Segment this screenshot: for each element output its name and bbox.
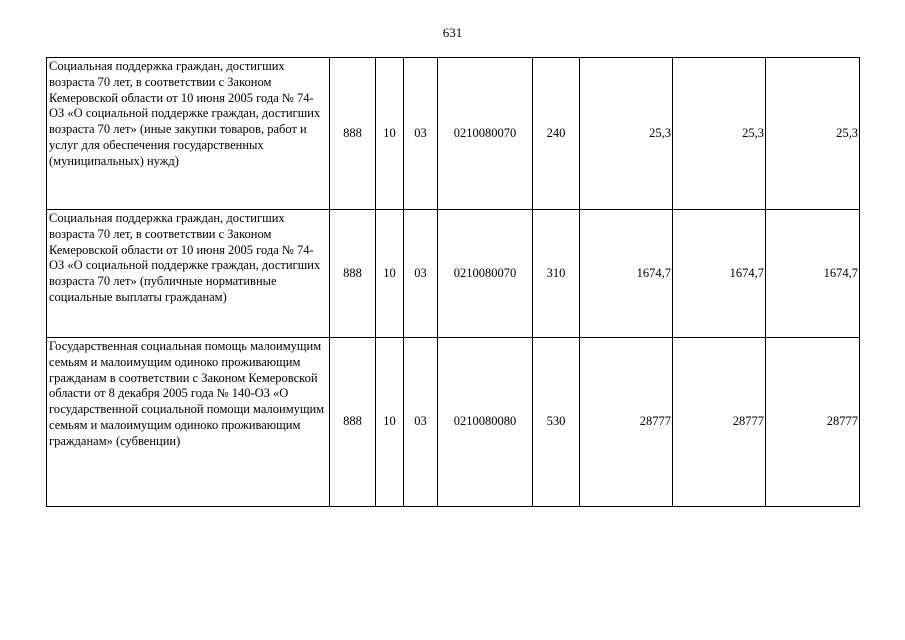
ministry-code-cell: 888 (330, 338, 376, 507)
target-article-cell: 0210080070 (438, 210, 533, 338)
section-cell: 10 (376, 58, 404, 210)
row-description: Государственная социальная помощь малоимущим семьям и малоимущим одиноко проживающим гражданам в соответствии с Законом Кемеровской области от 8 декабря 2005 года № 140-ОЗ «О государственной социальной помощи малоимущим семьям и малоимущим одиноко проживающим гражданам» (субвенции) (47, 338, 330, 507)
section-cell: 10 (376, 338, 404, 507)
budget-table (46, 57, 860, 507)
subsection-cell: 03 (404, 338, 438, 507)
ministry-code-cell: 888 (330, 210, 376, 338)
table-row (47, 210, 860, 338)
amount-1-cell: 28777 (580, 338, 673, 507)
amount-2-cell: 25,3 (673, 58, 766, 210)
ministry-code-cell: 888 (330, 58, 376, 210)
amount-2-cell: 1674,7 (673, 210, 766, 338)
amount-1-cell: 1674,7 (580, 210, 673, 338)
table-row (47, 58, 860, 210)
amount-3-cell: 28777 (766, 338, 860, 507)
amount-1-cell: 25,3 (580, 58, 673, 210)
expense-type-cell: 530 (533, 338, 580, 507)
amount-3-cell: 25,3 (766, 58, 860, 210)
expense-type-cell: 310 (533, 210, 580, 338)
page-number: 631 (442, 25, 463, 40)
subsection-cell: 03 (404, 210, 438, 338)
amount-2-cell: 28777 (673, 338, 766, 507)
row-description: Социальная поддержка граждан, достигших возраста 70 лет, в соответствии с Законом Кемеровской области от 10 июня 2005 года № 74-ОЗ «О социальной поддержке граждан, достигших возраста 70 лет» (иные закупки товаров, работ и услуг для обеспечения государственных (муниципальных) нужд) (47, 58, 330, 210)
amount-3-cell: 1674,7 (766, 210, 860, 338)
target-article-cell: 0210080070 (438, 58, 533, 210)
subsection-cell: 03 (404, 58, 438, 210)
expense-type-cell: 240 (533, 58, 580, 210)
row-description: Социальная поддержка граждан, достигших возраста 70 лет, в соответствии с Законом Кемеровской области от 10 июня 2005 года № 74-ОЗ «О социальной поддержке граждан, достигших возраста 70 лет» (публичные нормативные социальные выплаты гражданам) (47, 210, 330, 338)
target-article-cell: 0210080080 (438, 338, 533, 507)
table-row (47, 338, 860, 507)
section-cell: 10 (376, 210, 404, 338)
